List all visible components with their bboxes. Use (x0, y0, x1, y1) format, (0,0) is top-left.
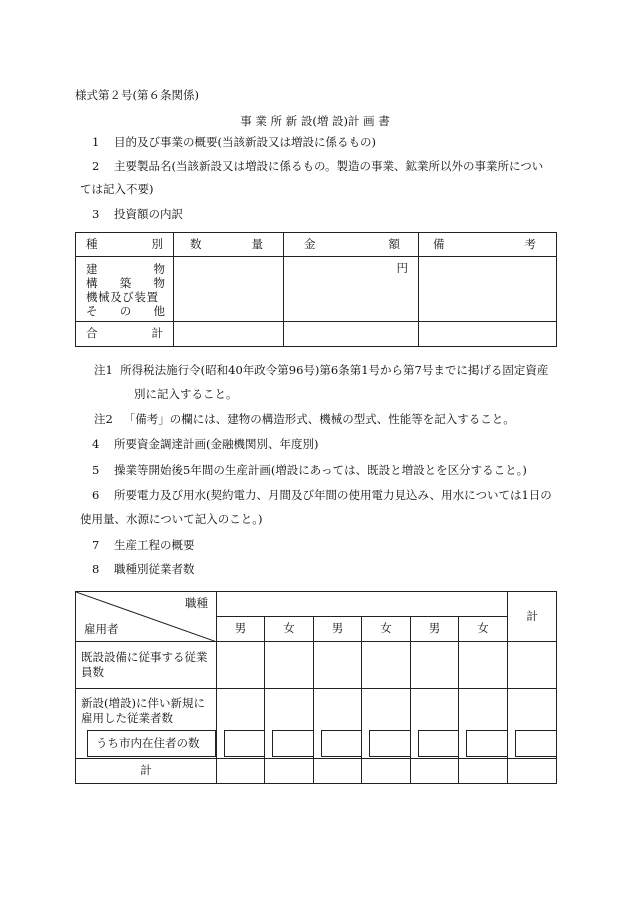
item-2: 2 主要製品名(当該新設又は増設に係るもの。製造の事業、鉱業所以外の事業所につい (92, 159, 544, 173)
amount-cell[interactable] (284, 257, 419, 322)
total-cell-6[interactable] (459, 759, 508, 784)
existing-cell-6[interactable] (459, 642, 508, 689)
new-staff-row (76, 689, 557, 759)
existing-staff-label: 既設設備に従事する従業員数 (76, 642, 217, 689)
total-amount-cell[interactable] (284, 322, 419, 347)
job-type-name-cell[interactable] (217, 592, 508, 617)
new-staff-label: 新設(増設)に伴い新規に雇用した従業者数 (81, 696, 205, 725)
type-list: 建 物 構 築 物 機械及び装置 そ の 他 (76, 257, 174, 322)
total-cell-2[interactable] (265, 759, 314, 784)
header-type: 種 別 (76, 233, 174, 257)
resident-box-3[interactable] (321, 730, 362, 757)
employee-total-row (76, 759, 557, 784)
investment-header-row (76, 233, 557, 257)
form-number: 様式第２号(第６条関係) (75, 88, 199, 102)
item-6-continued: 使用量、水源について記入のこと。) (80, 512, 263, 526)
investment-table (75, 232, 557, 347)
resident-box-6[interactable] (466, 730, 508, 757)
gender-male-2: 男 (314, 617, 362, 642)
existing-cell-2[interactable] (265, 642, 314, 689)
total-quantity-cell[interactable] (174, 322, 284, 347)
new-cell-2[interactable] (265, 689, 314, 759)
item-8: 8 職種別従業者数 (92, 562, 195, 576)
item-2-continued: ては記入不要) (80, 182, 154, 196)
total-label: 合 計 (76, 322, 174, 347)
item-4: 4 所要資金調達計画(金融機関別、年度別) (92, 437, 319, 451)
new-staff-label-cell (76, 689, 217, 759)
total-cell-4[interactable] (362, 759, 411, 784)
employee-table (75, 591, 557, 784)
new-cell-1[interactable] (217, 689, 265, 759)
gender-female-3: 女 (459, 617, 508, 642)
remarks-cell[interactable] (419, 257, 557, 322)
resident-sub-label: うち市内在住者の数 (96, 736, 200, 750)
total-cell-3[interactable] (314, 759, 362, 784)
investment-body-row (76, 257, 557, 322)
new-cell-4[interactable] (362, 689, 411, 759)
existing-staff-row (76, 642, 557, 689)
resident-box-1[interactable] (224, 730, 265, 757)
total-cell-5[interactable] (411, 759, 459, 784)
item-3: 3 投資額の内訳 (92, 207, 183, 221)
document-title: 事 業 所 新 設(増 設)計 画 書 (240, 114, 390, 128)
gender-male-3: 男 (411, 617, 459, 642)
gender-male-1: 男 (217, 617, 265, 642)
item-7: 7 生産工程の概要 (92, 538, 195, 552)
note-1-continued: 別に記入すること。 (134, 387, 238, 401)
item-5: 5 操業等開始後5年間の生産計画(増設にあっては、既設と増設とを区分すること。) (92, 463, 527, 477)
total-cell-1[interactable] (217, 759, 265, 784)
new-cell-total[interactable] (508, 689, 557, 759)
note-1: 注1 所得税法施行令(昭和40年政令第96号)第6条第1号から第7号までに掲げる固定資産 (94, 363, 549, 377)
resident-box-4[interactable] (369, 730, 411, 757)
existing-cell-1[interactable] (217, 642, 265, 689)
note-2: 注2 「備考」の欄には、建物の構造形式、機械の型式、性能等を記入すること。 (94, 412, 515, 426)
currency-unit: 円 (396, 261, 408, 275)
resident-sub-label-box (87, 730, 216, 757)
item-6: 6 所要電力及び用水(契約電力、月間及び年間の使用電力見込み、用水については1日の (92, 488, 552, 502)
employee-header-row-1 (76, 592, 557, 617)
employer-label: 雇用者 (84, 621, 119, 636)
new-cell-3[interactable] (314, 689, 362, 759)
existing-cell-4[interactable] (362, 642, 411, 689)
header-remarks: 備 考 (419, 233, 557, 257)
investment-total-row (76, 322, 557, 347)
existing-cell-total[interactable] (508, 642, 557, 689)
total-cell-total[interactable] (508, 759, 557, 784)
existing-cell-5[interactable] (411, 642, 459, 689)
job-type-label: 職種 (185, 596, 208, 610)
resident-box-5[interactable] (418, 730, 459, 757)
header-quantity: 数 量 (174, 233, 284, 257)
new-cell-6[interactable] (459, 689, 508, 759)
header-amount: 金 額 (284, 233, 419, 257)
item-1: 1 目的及び事業の概要(当該新設又は増設に係るもの) (92, 135, 376, 149)
diagonal-header-cell (76, 592, 217, 642)
quantity-cell[interactable] (174, 257, 284, 322)
resident-box-2[interactable] (272, 730, 314, 757)
gender-female-2: 女 (362, 617, 411, 642)
gender-female-1: 女 (265, 617, 314, 642)
new-cell-5[interactable] (411, 689, 459, 759)
employee-total-label: 計 (76, 759, 217, 784)
resident-box-total[interactable] (515, 730, 557, 757)
total-column-header: 計 (508, 592, 557, 642)
total-remarks-cell[interactable] (419, 322, 557, 347)
existing-cell-3[interactable] (314, 642, 362, 689)
